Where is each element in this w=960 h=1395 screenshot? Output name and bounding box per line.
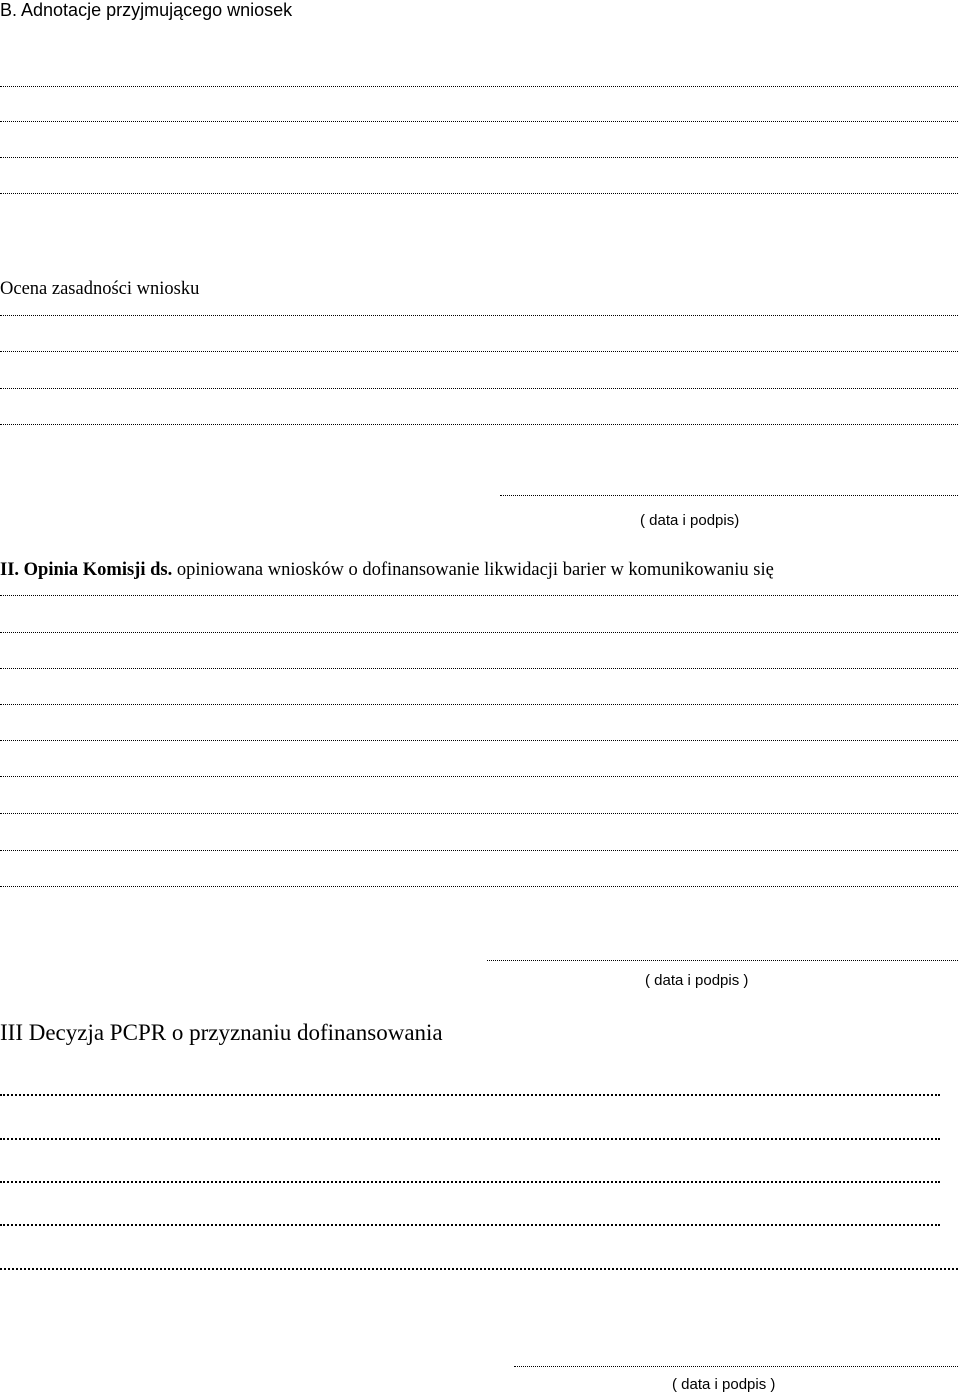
assessment-line-2[interactable]: [0, 351, 958, 352]
signature-label-iii: ( data i podpis ): [672, 1376, 776, 1393]
opinion-line-6[interactable]: [0, 776, 958, 777]
signature-line-iii[interactable]: [514, 1366, 958, 1367]
opinion-line-5[interactable]: [0, 740, 958, 741]
annotation-line-2[interactable]: [0, 121, 958, 122]
annotation-line-3[interactable]: [0, 157, 958, 158]
section-ii-title: [0, 560, 774, 581]
decision-line-1[interactable]: [0, 1094, 940, 1096]
assessment-label: Ocena zasadności wniosku: [0, 279, 200, 299]
opinion-line-4[interactable]: [0, 704, 958, 705]
signature-label-ii: ( data i podpis ): [645, 972, 749, 989]
section-ii-title-rest: opiniowana wniosków o dofinansowanie likwidacji barier w komunikowaniu się: [172, 560, 774, 580]
signature-line-b[interactable]: [500, 495, 958, 496]
signature-label-b: ( data i podpis): [640, 512, 740, 529]
opinion-line-9[interactable]: [0, 886, 958, 887]
decision-line-2[interactable]: [0, 1138, 940, 1140]
opinion-line-8[interactable]: [0, 850, 958, 851]
opinion-line-1[interactable]: [0, 595, 958, 596]
opinion-line-3[interactable]: [0, 668, 958, 669]
decision-line-4[interactable]: [0, 1224, 940, 1226]
section-b-title: B. Adnotacje przyjmującego wniosek: [0, 0, 293, 20]
annotation-line-4[interactable]: [0, 193, 958, 194]
opinion-line-2[interactable]: [0, 632, 958, 633]
assessment-line-3[interactable]: [0, 388, 958, 389]
assessment-line-4[interactable]: [0, 424, 958, 425]
annotation-line-1[interactable]: [0, 86, 958, 87]
section-ii-title-bold: II. Opinia Komisji ds.: [0, 560, 173, 580]
decision-line-5[interactable]: [0, 1268, 958, 1270]
signature-line-ii[interactable]: [487, 960, 958, 961]
section-iii-title: III Decyzja PCPR o przyznaniu dofinansowania: [0, 1020, 443, 1045]
assessment-line-1[interactable]: [0, 315, 958, 316]
opinion-line-7[interactable]: [0, 813, 958, 814]
decision-line-3[interactable]: [0, 1181, 940, 1183]
